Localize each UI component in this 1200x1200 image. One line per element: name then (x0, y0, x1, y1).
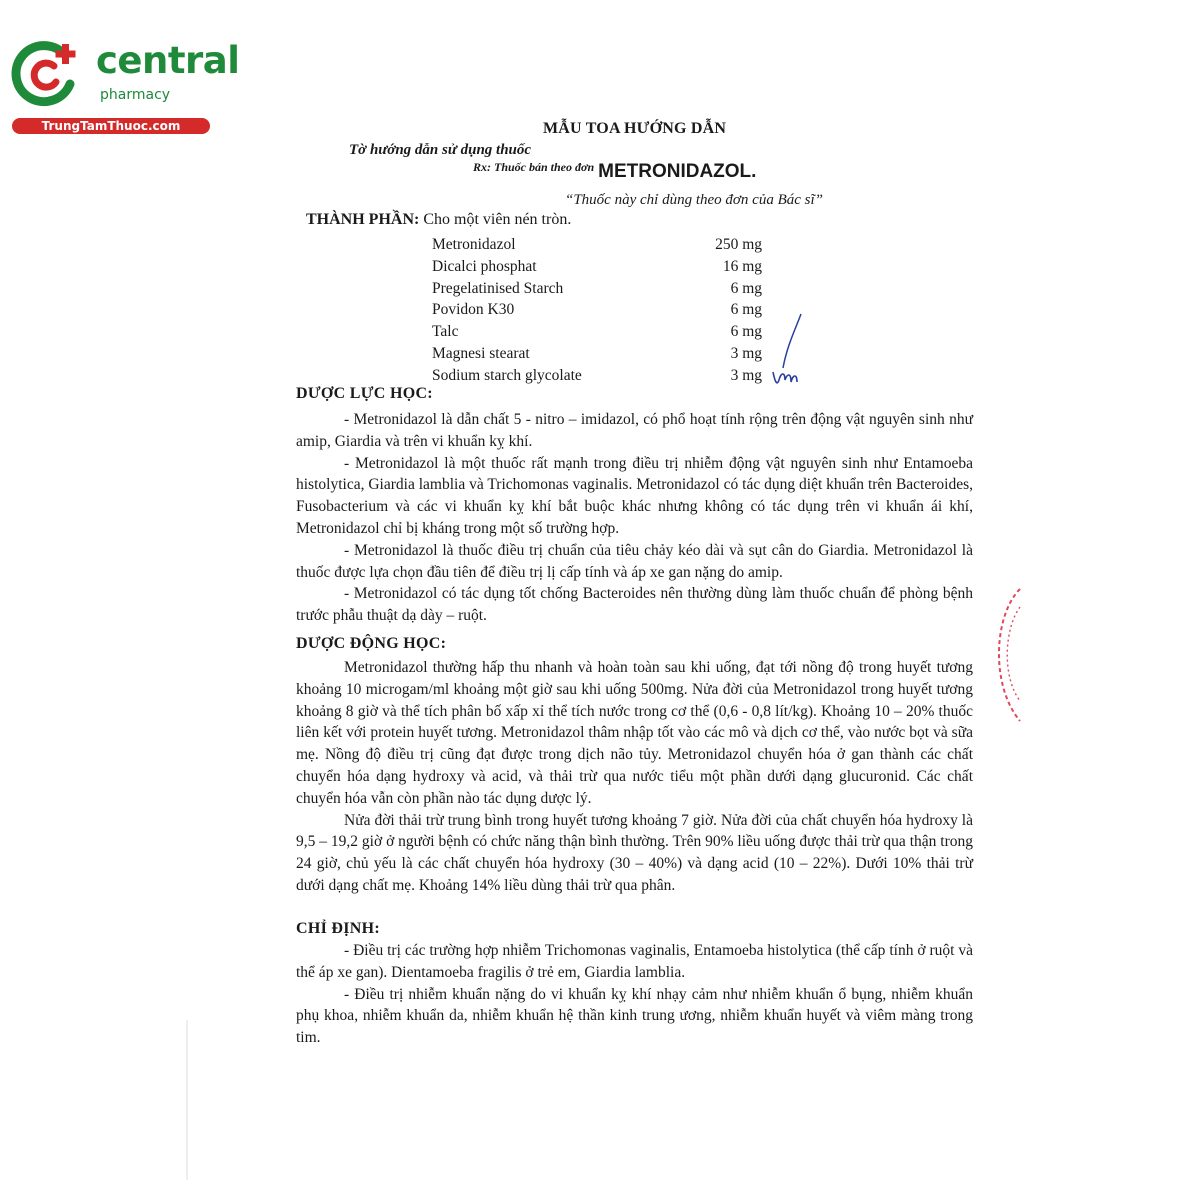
ingredient-name: Sodium starch glycolate (432, 366, 582, 384)
ingredient-amount: 6 mg (730, 301, 762, 319)
pharmacokinetics-title: DƯỢC ĐỘNG HỌC: (296, 635, 447, 652)
paragraph: - Điều trị nhiễm khuẩn nặng do vi khuẩn kỵ khí nhạy cảm như nhiễm khuẩn ổ bụng, nhiễm khuẩn phụ khoa, nhiễm khuẩn da, nhiễm khuẩn hệ thần kinh trung ương, nhiễm khuẩn huyết và viêm màng trong tim. (296, 985, 973, 1047)
paragraph: - Metronidazol là thuốc điều trị chuẩn của tiêu chảy kéo dài và sụt cân do Giardia. Metronidazol là thuốc được lựa chọn đầu tiên để điều trị lị cấp tính và áp xe gan nặng do amip. (296, 541, 973, 581)
ingredient-row (432, 256, 762, 278)
ingredient-amount: 3 mg (730, 344, 762, 362)
scan-edge-shadow (186, 1020, 188, 1180)
rx-label: Rx: Thuốc bán theo đơn (473, 160, 595, 174)
paragraph: - Điều trị các trường hợp nhiễm Trichomonas vaginalis, Entamoeba histolytica (thể cấp tính ở ruột và thể áp xe gan). Dientamoeba fragilis ở trẻ em, Giardia lamblia. (296, 942, 973, 981)
brand-website-banner[interactable]: TrungTamThuoc.com (12, 118, 210, 134)
brand-logo (10, 36, 240, 136)
paragraph: - Metronidazol có tác dụng tốt chống Bacteroides nên thường dùng làm thuốc chuẩn để phòng bệnh trước phẫu thuật dạ dày – ruột. (296, 585, 973, 625)
ingredient-amount: 3 mg (730, 366, 762, 384)
document-subtitle: Tờ hướng dẫn sử dụng thuốc (349, 142, 532, 158)
ingredient-name: Pregelatinised Starch (432, 279, 564, 297)
ingredient-row (432, 234, 762, 256)
indications-body (296, 940, 973, 1049)
ingredient-row (432, 278, 762, 300)
drug-name: METRONIDAZOL. (598, 161, 757, 182)
ingredient-row (432, 299, 762, 321)
ingredient-amount: 250 mg (715, 236, 762, 253)
composition-heading (306, 211, 571, 229)
ingredient-row (432, 343, 762, 365)
pharmacodynamics-title: DƯỢC LỰC HỌC: (296, 385, 433, 402)
pharmacokinetics-body (296, 657, 973, 897)
rx-line (473, 160, 756, 183)
red-seal-stamp-edge-icon (982, 585, 1022, 725)
ingredient-amount: 6 mg (730, 323, 762, 341)
paragraph: - Metronidazol là một thuốc rất mạnh trong điều trị nhiễm động vật nguyên sinh như Entamoeba histolytica, Giardia lamblia và Trichomonas vaginalis. Metronidazol có tác dụng diệt khuẩn trên Bacteroides, Fusobacterium và các vi khuẩn kỵ khí bắt buộc khác nhưng không có tác dụng trên vi khuẩn ái khí, Metronidazol chỉ bị kháng trong một số trường hợp. (296, 454, 973, 537)
ingredient-row (432, 365, 762, 387)
document-title: MẪU TOA HƯỚNG DẪN (543, 120, 727, 137)
ingredient-name: Povidon K30 (432, 301, 515, 319)
pharmacy-cross-logo-icon (10, 38, 82, 110)
pharmacodynamics-body (296, 409, 973, 627)
ingredient-row (432, 321, 762, 343)
ingredient-name: Magnesi stearat (432, 344, 530, 362)
brand-subtitle: pharmacy (100, 87, 171, 103)
composition-description: Cho một viên nén tròn. (423, 211, 572, 228)
paragraph: Nửa đời thải trừ trung bình trong huyết tương khoảng 7 giờ. Nửa đời của chất chuyển hóa hydroxy là 9,5 – 19,2 giờ ở người bệnh có chức năng thận bình thường. Trên 90% liều uống được thải trừ qua thận trong 24 giờ, chủ yếu là các chất chuyển hóa hydroxy (30 – 40%) và dạng acid (10 – 22%). Dưới 10% thải trừ dưới dạng chất mẹ. Khoảng 14% liều dùng thải trừ qua phân. (296, 811, 973, 894)
paragraph: Metronidazol thường hấp thu nhanh và hoàn toàn sau khi uống, đạt tới nồng độ trong huyết tương khoảng 10 microgam/ml khoảng một giờ sau khi uống 500mg. Nửa đời của Metronidazol trong huyết tương khoảng 8 giờ và thể tích phân bố xấp xỉ thể tích nước trong cơ thể (0,6 - 0,8 lít/kg). Khoảng 10 – 20% thuốc liên kết với protein huyết tương. Metronidazol thâm nhập tốt vào các mô và dịch cơ thể, vào nước bọt và sữa mẹ. Nồng độ điều trị cũng đạt được trong dịch não tủy. Metronidazol chuyển hóa ở gan thành các chất chuyển hóa dạng hydroxy và acid, và thải trừ qua nước tiểu một phần dưới dạng glucuronid. Các chất chuyển hóa vẫn còn phần nào tác dụng dược lý. (296, 659, 973, 807)
prescription-warning: “Thuốc này chỉ dùng theo đơn của Bác sĩ” (565, 192, 823, 208)
ingredient-name: Metronidazol (432, 236, 516, 253)
ingredient-list (432, 234, 762, 387)
ingredient-name: Talc (432, 323, 459, 341)
ingredient-name: Dicalci phosphat (432, 257, 537, 275)
handwritten-initial-signature (765, 310, 815, 390)
brand-name: central (96, 39, 240, 82)
paragraph: - Metronidazol là dẫn chất 5 - nitro – imidazol, có phổ hoạt tính rộng trên động vật nguyên sinh như amip, Giardia và trên vi khuẩn kỵ khí. (296, 411, 973, 450)
indications-title: CHỈ ĐỊNH: (296, 920, 381, 937)
ingredient-amount: 6 mg (730, 279, 762, 297)
composition-label: THÀNH PHẦN: (306, 211, 420, 228)
ingredient-amount: 16 mg (722, 257, 762, 275)
